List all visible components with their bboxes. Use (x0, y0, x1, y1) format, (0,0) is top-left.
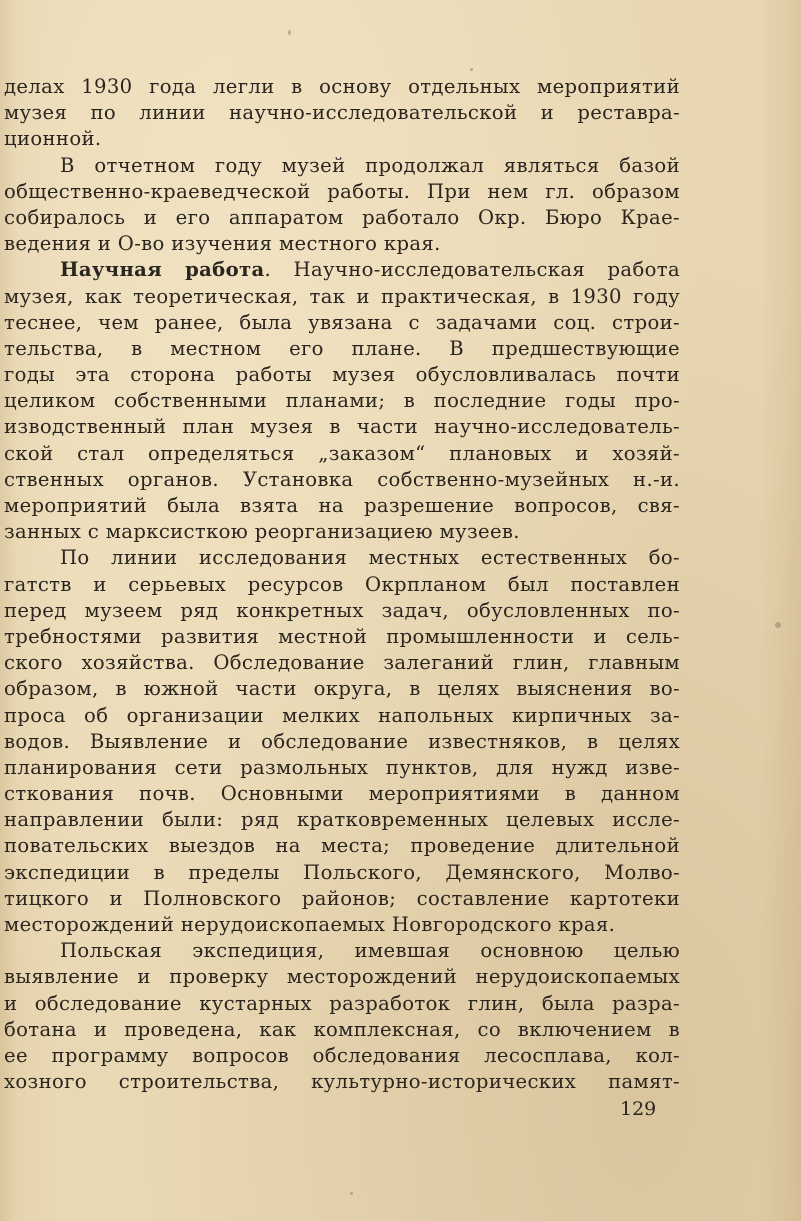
text-line: образом, в южной части округа, в целях выяснения во- (4, 677, 680, 701)
paper-speck (470, 68, 473, 71)
text-line: По линии исследования местных естественных бо- (60, 546, 680, 570)
text-line: направлении были: ряд кратковременных целевых иссле- (4, 808, 680, 832)
text-line: перед музеем ряд конкретных задач, обусловленных по- (4, 598, 680, 622)
paper-speck (288, 30, 291, 35)
text-line: гатств и серьевых ресурсов Окрпланом был поставлен (4, 572, 680, 596)
text-line: целиком собственными планами; в последние годы про- (4, 389, 680, 413)
text-line: Польская экспедиция, имевшая основною целью (60, 939, 680, 963)
text-line: изводственный план музея в части научно-исследователь- (4, 415, 680, 439)
text-line: В отчетном году музей продолжал являться базой (60, 153, 680, 177)
text-line: музея, как теоретическая, так и практическая, в 1930 году (4, 284, 680, 308)
body-text (4, 74, 680, 1095)
page-number: 129 (620, 1098, 657, 1120)
text-line: общественно-краеведческой работы. При нем гл. образом (4, 179, 680, 203)
section-heading-continuation: . Научно-исследовательская работа (264, 258, 680, 282)
text-line: ственных органов. Установка собственно-музейных н.-и. (4, 467, 680, 491)
text-line: теснее, чем ранее, была увязана с задачами соц. строи- (4, 310, 680, 334)
text-line: и обследование кустарных разработок глин, была разра- (4, 991, 680, 1015)
paper-speck (350, 1192, 353, 1195)
text-line: собиралось и его аппаратом работало Окр. Бюро Крае- (4, 205, 680, 229)
text-line (4, 257, 680, 283)
text-line: ботана и проведена, как комплексная, со включением в (4, 1017, 680, 1041)
text-line: ведения и О-во изучения местного края. (4, 232, 441, 256)
paper-speck (775, 622, 781, 628)
text-line: мероприятий была взята на разрешение вопросов, свя- (4, 494, 680, 517)
text-line: ее программу вопросов обследования лесосплава, кол- (4, 1043, 680, 1067)
text-line: тицкого и Полновского районов; составление картотеки (4, 886, 680, 910)
text-line: повательских выездов на места; проведение длительной (4, 834, 680, 858)
section-heading: Научная работа (60, 258, 265, 282)
text-line: ской стал определяться „заказом“ плановых и хозяй- (4, 441, 680, 465)
text-line: выявление и проверку месторождений нерудоископаемых (4, 965, 680, 989)
text-line: годы эта сторона работы музея обусловливалась почти (4, 363, 680, 387)
text-line: требностями развития местной промышленности и сель- (4, 624, 680, 648)
text-line: сткования почв. Основными мероприятиями в данном (4, 782, 680, 806)
text-line: планирования сети размольных пунктов, для нужд изве- (4, 755, 680, 779)
text-line: хозного строительства, культурно-исторических памят- (4, 1070, 680, 1094)
text-line: ского хозяйства. Обследование залеганий глин, главным (4, 651, 680, 675)
text-line: проса об организации мелких напольных кирпичных за- (4, 703, 680, 727)
text-line: экспедиции в пределы Польского, Демянского, Молво- (4, 860, 680, 884)
text-line: занных с марксисткою реорганизациею музеев. (4, 520, 520, 544)
text-line: месторождений нерудоископаемых Новгородского края. (4, 913, 616, 936)
text-line: музея по линии научно-исследовательской и реставра- (4, 101, 680, 125)
text-line: тельства, в местном его плане. В предшествующие (4, 336, 680, 360)
text-line: водов. Выявление и обследование известняков, в целях (4, 729, 680, 753)
text-line: ционной. (4, 127, 102, 151)
text-line: делах 1930 года легли в основу отдельных мероприятий (4, 75, 680, 98)
